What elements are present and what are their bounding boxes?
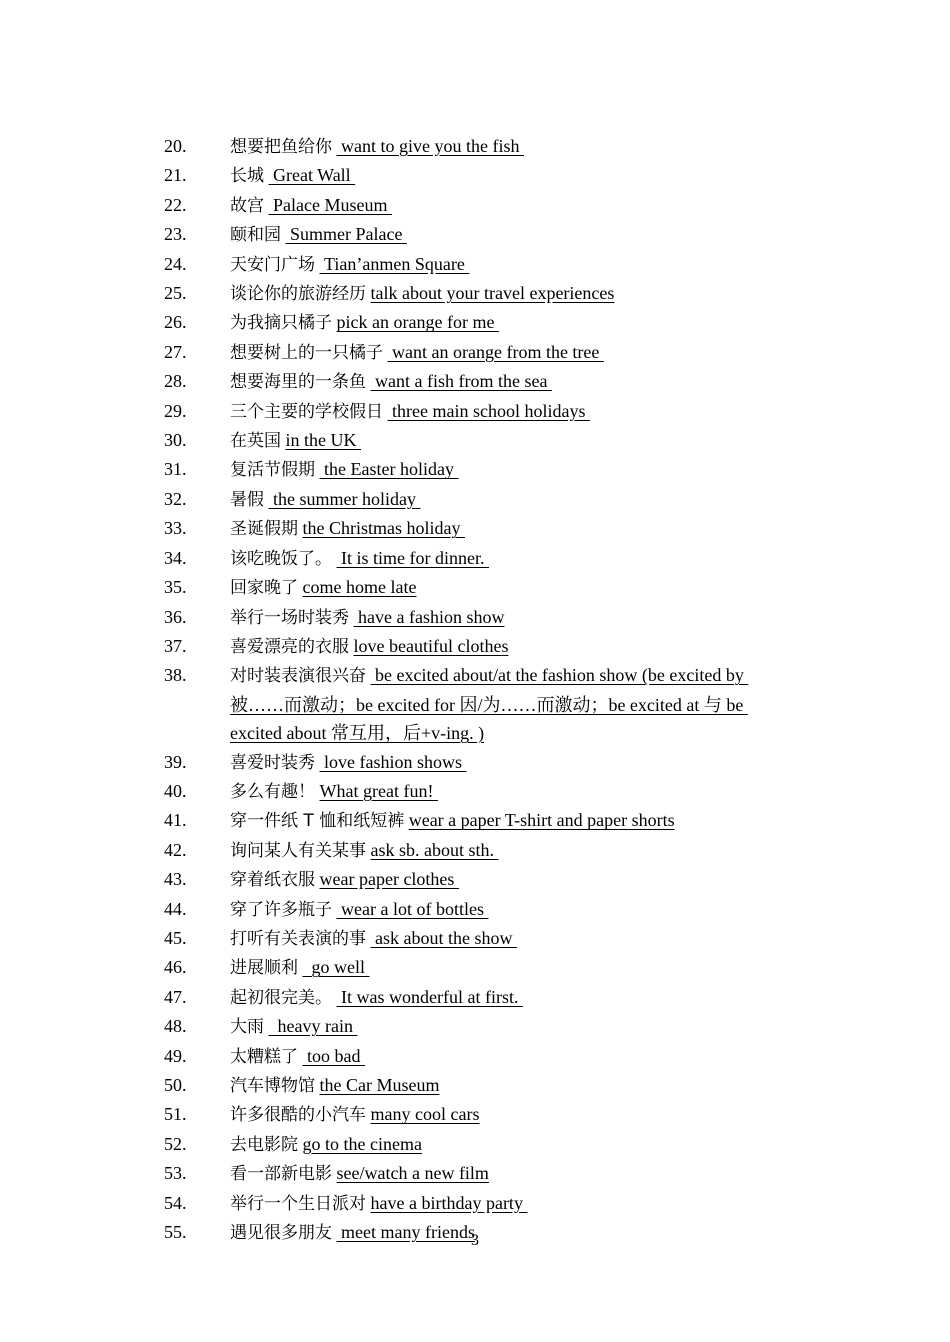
item-body [230, 1071, 794, 1100]
english-answer: want an orange from the tree [387, 341, 604, 362]
item-body [230, 661, 794, 747]
item-number: 49. [164, 1045, 187, 1066]
chinese-phrase: 喜爱漂亮的衣服 [230, 636, 349, 657]
item-number: 42. [164, 839, 187, 860]
chinese-phrase: 太糟糕了 [230, 1046, 298, 1067]
item-number: 33. [164, 518, 187, 539]
item-body [230, 1130, 794, 1159]
list-item [164, 603, 794, 632]
chinese-phrase: 喜爱时装秀 [230, 752, 315, 773]
item-number: 43. [164, 869, 187, 890]
item-body [230, 924, 794, 953]
chinese-phrase: 穿了许多瓶子 [230, 899, 332, 920]
chinese-phrase: 大雨 [230, 1017, 264, 1038]
item-body [230, 191, 794, 220]
item-number: 46. [164, 957, 187, 978]
english-answer: wear a lot of bottles [336, 898, 489, 919]
item-number: 27. [164, 341, 187, 362]
item-number: 50. [164, 1075, 187, 1095]
item-body [230, 632, 794, 661]
chinese-phrase: 暑假 [230, 489, 264, 510]
chinese-phrase: 汽车博物馆 [230, 1076, 315, 1096]
item-body [230, 426, 794, 455]
item-number: 39. [164, 751, 187, 772]
item-number: 32. [164, 488, 187, 509]
item-body [230, 132, 794, 161]
list-item [164, 777, 794, 806]
list-item [164, 367, 794, 396]
english-answer: Great Wall [268, 165, 356, 186]
list-item [164, 1159, 794, 1188]
chinese-phrase: 颐和园 [230, 225, 281, 246]
english-answer: three main school holidays [387, 400, 590, 421]
english-answer: wear a paper T-shirt and paper shorts [408, 810, 675, 831]
chinese-phrase: 该吃晚饭了。 [230, 548, 332, 569]
english-answer: go to the cinema [302, 1133, 422, 1154]
list-item [164, 661, 794, 747]
list-item [164, 1100, 794, 1129]
item-body [230, 806, 794, 835]
list-item [164, 338, 794, 367]
list-item [164, 1189, 794, 1218]
list-item [164, 544, 794, 573]
item-number: 31. [164, 459, 187, 480]
list-item [164, 397, 794, 426]
vocabulary-list [164, 132, 794, 1247]
item-number: 37. [164, 635, 187, 656]
chinese-phrase: 天安门广场 [230, 254, 315, 275]
page-number: 3 [471, 1232, 479, 1249]
english-answer: have a fashion show [353, 606, 505, 627]
chinese-phrase: 询问某人有关某事 [230, 840, 366, 861]
item-number: 25. [164, 283, 187, 304]
item-number: 29. [164, 400, 187, 421]
chinese-phrase: 举行一场时装秀 [230, 607, 349, 628]
english-answer: in the UK [285, 430, 361, 451]
chinese-phrase: 在英国 [230, 431, 281, 452]
item-body [230, 1100, 794, 1129]
list-item [164, 191, 794, 220]
item-body [230, 279, 794, 308]
english-answer: pick an orange for me [336, 312, 499, 333]
item-number: 53. [164, 1163, 187, 1184]
item-number: 45. [164, 927, 187, 948]
item-body [230, 895, 794, 924]
list-item [164, 514, 794, 543]
item-body [230, 544, 794, 573]
english-answer: wear paper clothes [319, 869, 459, 890]
chinese-phrase: 复活节假期 [230, 460, 315, 481]
english-answer: What great fun! [319, 780, 438, 801]
list-item [164, 426, 794, 455]
item-number: 36. [164, 606, 187, 627]
chinese-phrase: 打听有关表演的事 [230, 928, 366, 949]
list-item [164, 836, 794, 865]
chinese-phrase: 去电影院 [230, 1134, 298, 1155]
chinese-phrase: 谈论你的旅游经历 [230, 284, 366, 305]
item-number: 30. [164, 430, 187, 451]
list-item [164, 308, 794, 337]
item-number: 24. [164, 253, 187, 274]
item-number: 48. [164, 1016, 187, 1037]
item-body [230, 748, 794, 777]
english-answer: meet many friends [336, 1222, 475, 1243]
item-body [230, 1042, 794, 1071]
english-answer: see/watch a new film [336, 1163, 489, 1184]
english-answer: ask sb. about sth. [370, 839, 499, 860]
item-body [230, 603, 794, 632]
list-item [164, 455, 794, 484]
list-item [164, 220, 794, 249]
list-item [164, 1042, 794, 1071]
item-number: 34. [164, 547, 187, 568]
english-answer: ask about the show [370, 927, 517, 948]
chinese-phrase: 圣诞假期 [230, 519, 298, 540]
english-answer: It was wonderful at first. [336, 986, 523, 1007]
list-item [164, 279, 794, 308]
list-item [164, 132, 794, 161]
item-body [230, 485, 794, 514]
chinese-phrase: 想要树上的一只橘子 [230, 342, 383, 363]
english-answer: go well [302, 957, 370, 978]
item-body [230, 455, 794, 484]
english-answer: many cool cars [370, 1104, 480, 1125]
english-answer: Tian’anmen Square [319, 253, 470, 274]
english-answer: talk about your travel experiences [370, 283, 615, 304]
english-answer: come home late [302, 577, 417, 598]
item-body [230, 836, 794, 865]
english-answer: love fashion shows [319, 751, 467, 772]
english-answer: be excited about/at the fashion show (be excited by 被……而激动；be excited for 因/为……而激动；be excited at 与 be excited about 常互用，后+v-ing. ) [230, 665, 749, 744]
chinese-phrase: 看一部新电影 [230, 1164, 332, 1185]
chinese-phrase: 为我摘只橘子 [230, 313, 332, 334]
item-body [230, 983, 794, 1012]
item-body [230, 573, 794, 602]
item-number: 21. [164, 165, 187, 186]
item-body [230, 161, 794, 190]
item-body [230, 338, 794, 367]
item-number: 20. [164, 136, 187, 156]
list-item [164, 573, 794, 602]
chinese-phrase: 穿一件纸 T 恤和纸短裤 [230, 811, 405, 832]
item-number: 23. [164, 224, 187, 245]
english-answer: Summer Palace [285, 224, 407, 245]
list-item [164, 485, 794, 514]
item-number: 26. [164, 312, 187, 333]
list-item [164, 161, 794, 190]
list-item [164, 748, 794, 777]
list-item [164, 865, 794, 894]
item-number: 44. [164, 898, 187, 919]
item-body [230, 1012, 794, 1041]
chinese-phrase: 故宫 [230, 195, 264, 216]
item-body [230, 777, 794, 806]
chinese-phrase: 遇见很多朋友 [230, 1223, 332, 1244]
item-body [230, 865, 794, 894]
english-answer: want to give you the fish [336, 136, 524, 156]
english-answer: the Christmas holiday [302, 518, 465, 539]
item-number: 40. [164, 780, 187, 801]
item-number: 55. [164, 1222, 187, 1243]
chinese-phrase: 进展顺利 [230, 958, 298, 979]
chinese-phrase: 三个主要的学校假日 [230, 401, 383, 422]
chinese-phrase: 回家晚了 [230, 578, 298, 599]
item-body [230, 1189, 794, 1218]
list-item [164, 1071, 794, 1100]
list-item [164, 250, 794, 279]
item-number: 47. [164, 986, 187, 1007]
list-item [164, 806, 794, 835]
item-body [230, 514, 794, 543]
chinese-phrase: 多么有趣！ [230, 781, 315, 802]
list-item [164, 953, 794, 982]
list-item [164, 924, 794, 953]
list-item [164, 1012, 794, 1041]
item-body [230, 220, 794, 249]
chinese-phrase: 穿着纸衣服 [230, 870, 315, 891]
english-answer: the Car Museum [319, 1075, 440, 1095]
chinese-phrase: 想要把鱼给你 [230, 137, 332, 157]
item-number: 38. [164, 665, 187, 686]
english-answer: too bad [302, 1045, 365, 1066]
chinese-phrase: 许多很酷的小汽车 [230, 1105, 366, 1126]
item-number: 22. [164, 194, 187, 215]
item-body [230, 308, 794, 337]
item-body [230, 1159, 794, 1188]
chinese-phrase: 举行一个生日派对 [230, 1193, 366, 1214]
english-answer: want a fish from the sea [370, 371, 552, 392]
item-number: 35. [164, 577, 187, 598]
english-answer: heavy rain [268, 1016, 358, 1037]
item-number: 54. [164, 1192, 187, 1213]
item-number: 41. [164, 810, 187, 831]
item-body [230, 250, 794, 279]
list-item [164, 983, 794, 1012]
list-item [164, 1130, 794, 1159]
english-answer: the Easter holiday [319, 459, 459, 480]
item-body [230, 953, 794, 982]
english-answer: have a birthday party [370, 1192, 528, 1213]
english-answer: love beautiful clothes [353, 635, 509, 656]
item-body [230, 397, 794, 426]
item-body [230, 367, 794, 396]
english-answer: Palace Museum [268, 194, 392, 215]
item-number: 52. [164, 1133, 187, 1154]
chinese-phrase: 起初很完美。 [230, 987, 332, 1008]
chinese-phrase: 长城 [230, 166, 264, 187]
item-number: 51. [164, 1104, 187, 1125]
chinese-phrase: 想要海里的一条鱼 [230, 372, 366, 393]
english-answer: the summer holiday [268, 488, 421, 509]
list-item [164, 632, 794, 661]
list-item [164, 895, 794, 924]
english-answer: It is time for dinner. [336, 547, 489, 568]
chinese-phrase: 对时装表演很兴奋 [230, 666, 366, 687]
item-number: 28. [164, 371, 187, 392]
